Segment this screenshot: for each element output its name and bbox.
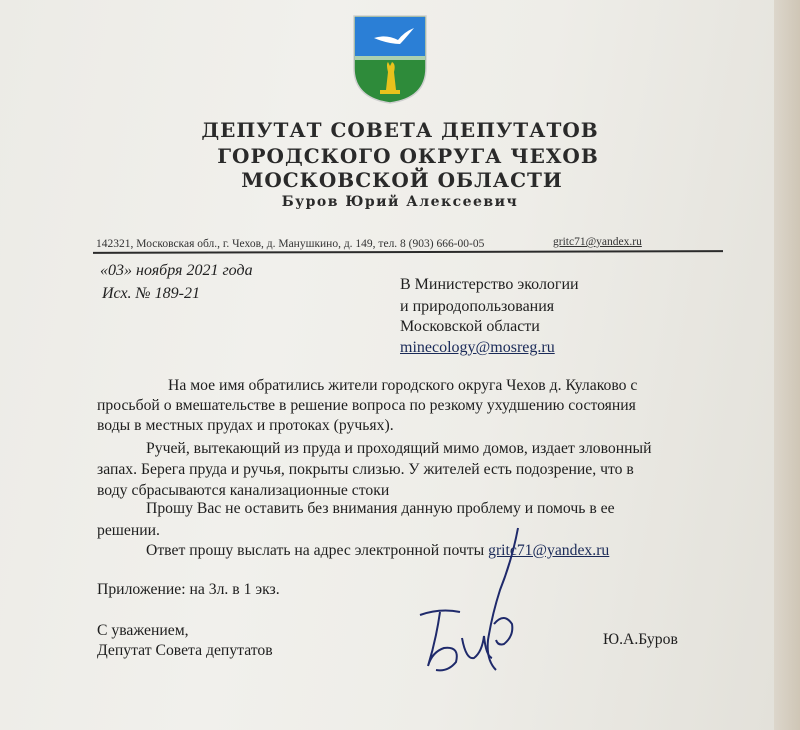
body-paragraph-2-line-2: запах. Берега пруда и ручья, покрыты слизью. У жителей есть подозрение, что в	[97, 461, 634, 478]
reply-request-text: Ответ прошу выслать на адрес электронной почты	[146, 542, 485, 559]
header-title-line-3: МОСКОВСКОЙ ОБЛАСТИ	[241, 168, 563, 192]
attachment-note: Приложение: на 3л. в 1 экз.	[97, 581, 280, 598]
paper-edge	[774, 0, 800, 730]
body-paragraph-2-line-1: Ручей, вытекающий из пруда и проходящий мимо домов, издает зловонный	[146, 440, 652, 457]
body-paragraph-1-line-2: просьбой о вмешательстве в решение вопроса по резкому ухудшению состояния	[97, 397, 636, 414]
header-title-line-2: ГОРОДСКОГО ОКРУГА ЧЕХОВ	[217, 144, 599, 168]
closing-regards: С уважением,	[97, 622, 189, 639]
coat-of-arms-icon	[352, 14, 428, 104]
reply-email-link[interactable]: gritc71@yandex.ru	[488, 542, 610, 559]
body-paragraph-3-line-1: Прошу Вас не оставить без внимания данную проблему и помочь в ее	[146, 500, 615, 517]
recipient-line-2: и природопользования	[400, 298, 555, 315]
recipient-line-1: В Министерство экологии	[400, 276, 579, 293]
body-paragraph-3-line-2: решении.	[97, 522, 160, 539]
body-paragraph-1-line-3: воды в местных прудах и протоках (ручьях).	[97, 417, 394, 434]
letter-date: «03» ноября 2021 года	[100, 262, 253, 279]
header-deputy-name: Буров Юрий Алексеевич	[281, 194, 519, 210]
recipient-email: minecology@mosreg.ru	[400, 339, 555, 356]
handwritten-signature	[400, 520, 590, 690]
outgoing-number: Исх. № 189-21	[102, 285, 200, 302]
closing-signatory: Ю.А.Буров	[603, 631, 678, 648]
closing-position: Депутат Совета депутатов	[97, 642, 273, 659]
body-paragraph-1-line-1: На мое имя обратились жители городского округа Чехов д. Кулаково с	[168, 377, 638, 394]
sender-email: gritc71@yandex.ru	[553, 236, 642, 248]
header-title-line-1: ДЕПУТАТ СОВЕТА ДЕПУТАТОВ	[201, 118, 599, 142]
sender-address: 142321, Московская обл., г. Чехов, д. Манушкино, д. 149, тел. 8 (903) 666-00-05	[96, 238, 485, 250]
recipient-line-3: Московской области	[400, 318, 540, 335]
body-paragraph-2-line-3: воду сбрасываются канализационные стоки	[97, 482, 390, 499]
